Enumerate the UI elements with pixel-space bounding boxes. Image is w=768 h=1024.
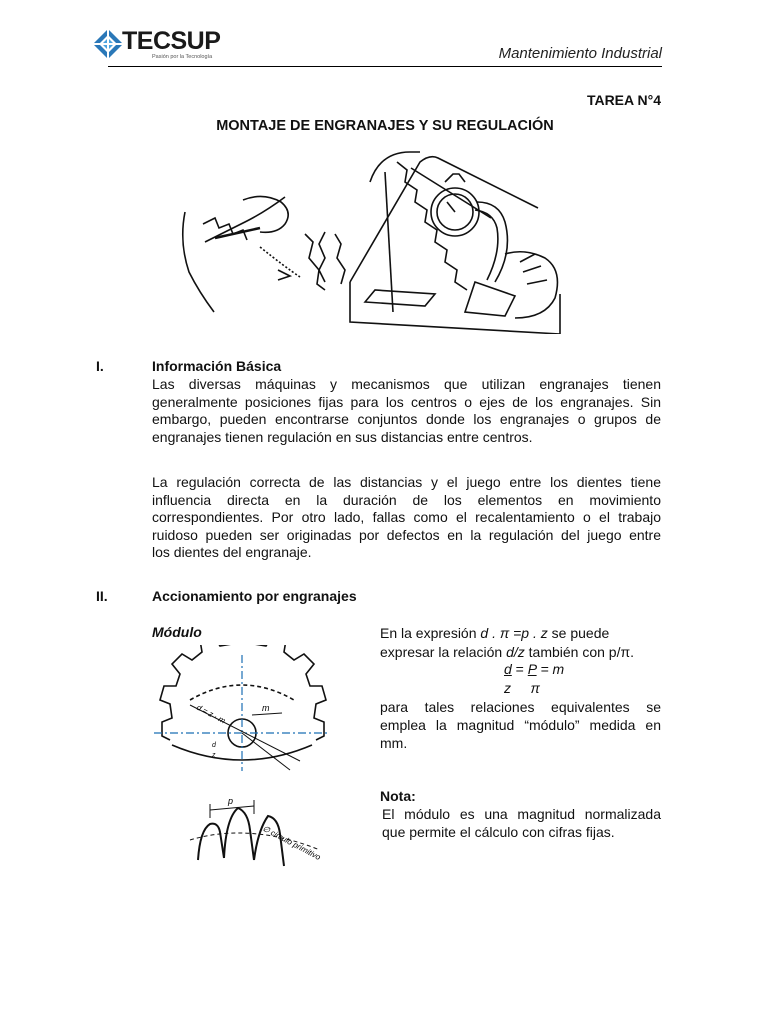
modulo-subheading: Módulo [152, 624, 202, 640]
expr-formula: d . π =p . z [480, 625, 548, 641]
task-number: TAREA N°4 [586, 92, 661, 108]
diameter-label: d = z · m [195, 702, 227, 726]
section-1-paragraph-2 [152, 474, 661, 562]
expr-text: En la expresión [380, 625, 481, 641]
header-divider [108, 66, 662, 67]
gear-module-diagram [150, 645, 335, 773]
paragraph-line: correspondientes. Por otro lado, fallas como el recalentamiento o el trabajo [152, 509, 661, 525]
module-formula [504, 660, 564, 698]
logo-text: TECSUP [122, 27, 221, 55]
module-label: m [262, 703, 270, 713]
pitch-circle-label: ∅ circulo primitivo [261, 823, 323, 862]
gear-assembly-illustration [175, 142, 570, 334]
paragraph-line: ruidoso pueden ser originadas por defectos en la regulación del juego entre [152, 526, 661, 543]
paragraph-line: que permite el cálculo con cifras fijas. [382, 824, 615, 840]
section-2-heading: Accionamiento por engranajes [152, 588, 357, 604]
expr-text: expresar la relación [380, 644, 507, 660]
d-fraction-label: d [212, 742, 216, 749]
course-name: Mantenimiento Industrial [498, 45, 662, 62]
paragraph-line: mm. [380, 735, 408, 751]
z-fraction-label: z [212, 752, 216, 759]
expr-text: se puede [547, 625, 610, 641]
paragraph-line: los dientes del engranaje. [152, 544, 312, 560]
paragraph-line: La regulación correcta de las distancias y el juego entre los dientes tiene [152, 474, 661, 490]
paragraph-line: generalmente posiciones fijas para los centros o ejes de los engranajes. Sin [152, 393, 661, 410]
formula-m: = m [536, 661, 565, 677]
pitch-label: p [228, 796, 234, 806]
paragraph-line: embargo, pueden encontrarse conjuntos donde los engranajes o grupos de [152, 411, 661, 427]
paragraph-line: Las diversas máquinas y mecanismos que utilizan engranajes tienen [152, 376, 661, 392]
paragraph-line: influencia directa en la duración de los elementos en movimiento [152, 491, 661, 508]
formula-numerators [504, 660, 564, 679]
formula-denominators: z π [504, 680, 540, 696]
expr-ratio: d/z [506, 644, 525, 660]
paragraph-line: engranajes tienen regulación en sus distancias entre centros. [152, 428, 533, 445]
note-heading: Nota: [380, 788, 416, 804]
document-title: MONTAJE DE ENGRANAJES Y SU REGULACIÓN [216, 118, 554, 134]
section-1-number: I. [96, 358, 104, 374]
formula-d: d [504, 661, 512, 677]
section-1-paragraph-1 [152, 376, 661, 446]
expr-text: también con p/π. [524, 644, 635, 660]
paragraph-line: emplea la magnitud “módulo” medida en [380, 717, 661, 733]
note-body [382, 805, 661, 841]
pitch-circle-diagram [188, 790, 328, 872]
formula-eq: = [511, 661, 528, 677]
paragraph-line: El módulo es una magnitud normalizada [382, 806, 661, 822]
expression-paragraph [380, 698, 661, 752]
formula-p: P [527, 661, 537, 677]
logo-tagline: Pasión por la Tecnología [152, 54, 213, 60]
paragraph-line: para tales relaciones equivalentes se [380, 699, 661, 715]
expression-line-1 [380, 624, 609, 643]
logo-mark-icon [92, 28, 124, 60]
section-2-number: II. [96, 588, 108, 604]
section-1-heading: Información Básica [152, 358, 282, 374]
